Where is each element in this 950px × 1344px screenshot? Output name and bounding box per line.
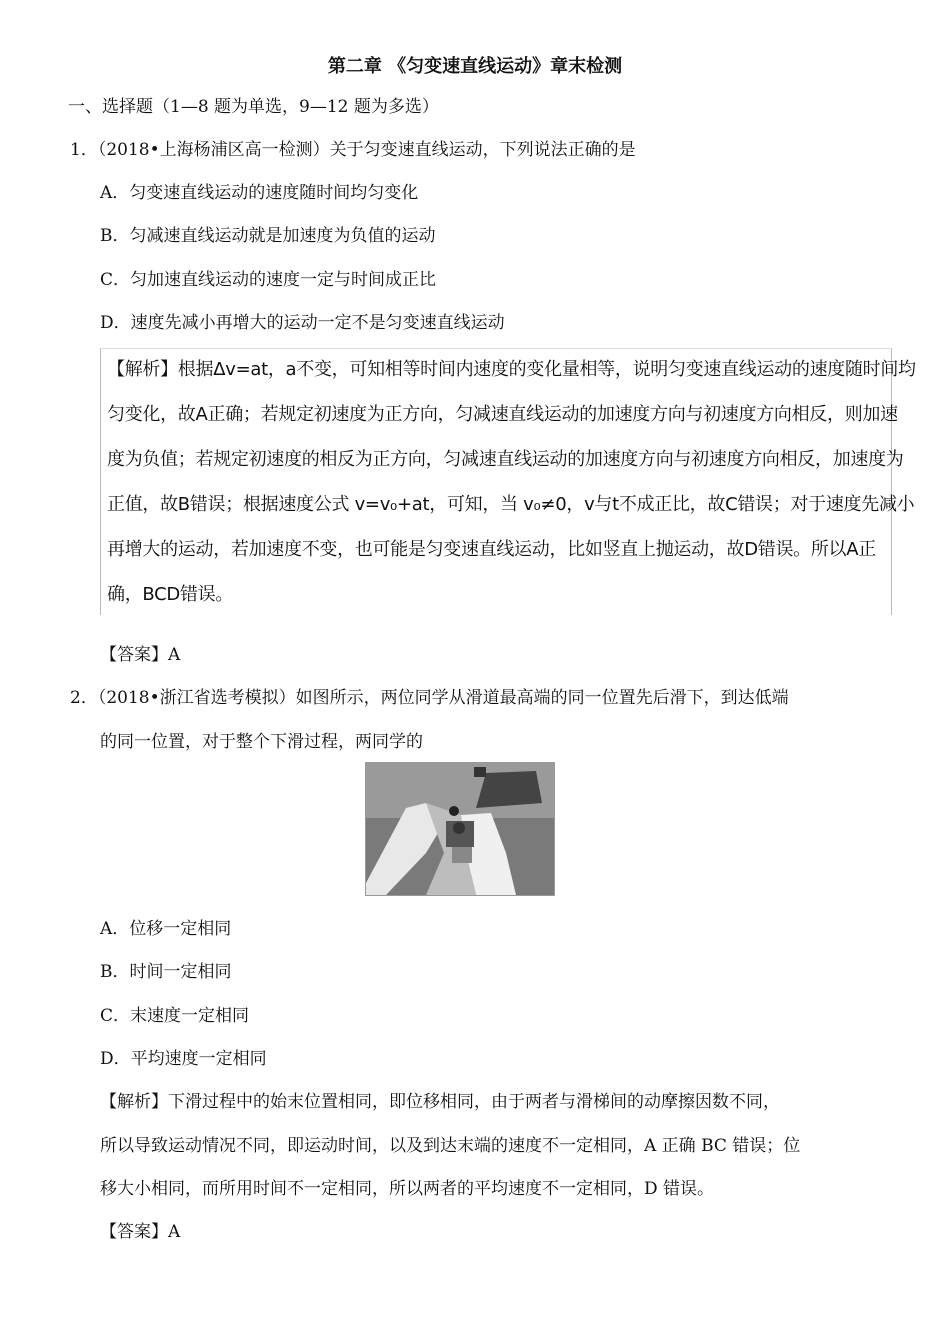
question-1-option-a: A．匀变速直线运动的速度随时间均匀变化 <box>100 183 419 203</box>
section-heading: 一、选择题（1—8 题为单选，9—12 题为多选） <box>68 97 439 117</box>
question-2-answer: 【答案】A <box>100 1222 181 1242</box>
question-2-analysis-line-3: 移大小相同，而所用时间不一定相同，所以两者的平均速度不一定相同，D 错误。 <box>100 1179 715 1199</box>
question-1-answer: 【答案】A <box>100 645 181 665</box>
analysis-line: 匀变化，故A正确；若规定初速度为正方向，匀减速直线运动的加速度方向与初速度方向相反，则加速 <box>107 404 898 425</box>
question-1-option-d: D．速度先减小再增大的运动一定不是匀变速直线运动 <box>100 313 505 333</box>
question-2-analysis-line-1: 【解析】下滑过程中的始末位置相同，即位移相同，由于两者与滑梯间的动摩擦因数不同， <box>100 1092 780 1112</box>
question-2-option-b: B．时间一定相同 <box>100 962 232 982</box>
question-2-option-d: D．平均速度一定相同 <box>100 1049 267 1069</box>
question-1-analysis-box <box>100 348 916 615</box>
analysis-line: 正值，故B错误；根据速度公式 v=v₀+at，可知，当 v₀≠0，v与t不成正比，故C错误；对于速度先减小 <box>107 494 915 515</box>
question-1-option-b: B．匀减速直线运动就是加速度为负值的运动 <box>100 226 436 246</box>
question-2-analysis-line-2: 所以导致运动情况不同，即运动时间，以及到达末端的速度不一定相同，A 正确 BC 错误；位 <box>100 1136 801 1156</box>
question-2-option-c: C．末速度一定相同 <box>100 1006 250 1026</box>
analysis-line: 确，BCD错误。 <box>107 584 234 605</box>
slide-illustration <box>366 763 554 895</box>
question-2-stem-line-1: 2．（2018•浙江省选考模拟）如图所示，两位同学从滑道最高端的同一位置先后滑下，到达低端 <box>70 688 789 708</box>
question-2-option-a: A．位移一定相同 <box>100 919 232 939</box>
question-1-option-c: C．匀加速直线运动的速度一定与时间成正比 <box>100 270 437 290</box>
question-1-stem: 1．（2018•上海杨浦区高一检测）关于匀变速直线运动，下列说法正确的是 <box>70 140 636 160</box>
page-title: 第二章 《匀变速直线运动》章末检测 <box>327 56 623 77</box>
question-2-stem-line-2: 的同一位置，对于整个下滑过程，两同学的 <box>100 732 423 752</box>
slide-photo <box>365 762 555 896</box>
analysis-line: 再增大的运动，若加速度不变，也可能是匀变速直线运动，比如竖直上抛运动，故D错误。所以A正 <box>107 539 876 560</box>
analysis-line: 【解析】根据Δv=at，a不变，可知相等时间内速度的变化量相等，说明匀变速直线运动的速度随时间均 <box>107 359 916 380</box>
analysis-line: 度为负值；若规定初速度的相反为正方向，匀减速直线运动的加速度方向与初速度方向相反，加速度为 <box>107 449 904 470</box>
